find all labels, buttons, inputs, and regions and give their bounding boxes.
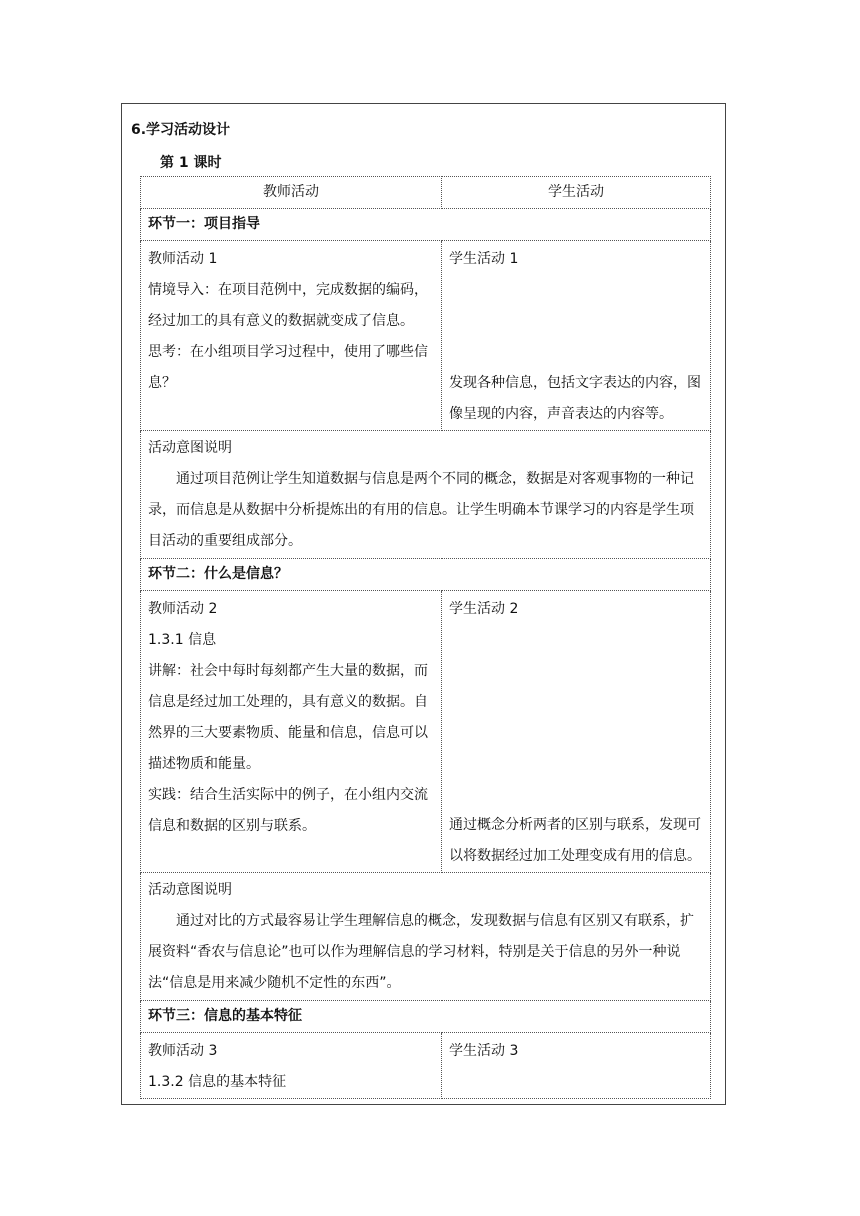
student-activity-cell	[442, 591, 711, 873]
intent-text: 通过对比的方式最容易让学生理解信息的概念，发现数据与信息有区别又有联系，扩展资料“香农与信息论”也可以作为理解信息的学习材料，特别是关于信息的另外一种说法“信息是用来减少随机不定性的东西”。	[148, 913, 694, 991]
section-heading: 6.学习活动设计	[131, 122, 231, 138]
intent-cell	[141, 431, 711, 559]
intent-label: 活动意图说明	[148, 882, 232, 898]
teacher-activity-text: 1.3.2 信息的基本特征	[148, 1074, 287, 1090]
teacher-activity-text: 讲解：社会中每时每刻都产生大量的数据，而信息是经过加工处理的，具有意义的数据。自然界的三大要素物质、能量和信息，信息可以描述物质和能量。	[148, 663, 428, 772]
student-activity-text: 发现各种信息，包括文字表达的内容，图像呈现的内容，声音表达的内容等。	[449, 375, 701, 422]
teacher-activity-text: 1.3.1 信息	[148, 632, 217, 648]
student-activity-cell	[442, 1033, 711, 1099]
activity-row	[141, 591, 711, 873]
student-activity-label: 学生活动 2	[449, 601, 519, 617]
student-activity-text: 通过概念分析两者的区别与联系，发现可以将数据经过加工处理变成有用的信息。	[449, 817, 701, 864]
teacher-activity-text: 情境导入：在项目范例中，完成数据的编码，经过加工的具有意义的数据就变成了信息。	[148, 282, 428, 329]
teacher-activity-cell	[141, 591, 442, 873]
teacher-activity-label: 教师活动 3	[148, 1043, 218, 1059]
activity-row	[141, 241, 711, 431]
teacher-activity-label: 教师活动 2	[148, 601, 218, 617]
intent-cell	[141, 873, 711, 1001]
section-title-row	[141, 559, 711, 591]
teacher-activity-text: 实践：结合生活实际中的例子，在小组内交流信息和数据的区别与联系。	[148, 787, 428, 834]
student-activity-cell	[442, 241, 711, 431]
intent-row	[141, 431, 711, 559]
student-activity-label: 学生活动 3	[449, 1043, 519, 1059]
section-title: 环节一：项目指导	[141, 209, 711, 241]
table-header-row	[141, 177, 711, 209]
lesson-title: 第 1 课时	[160, 155, 222, 171]
intent-row	[141, 873, 711, 1001]
section-title-row	[141, 1001, 711, 1033]
teacher-activity-label: 教师活动 1	[148, 251, 218, 267]
student-activity-label: 学生活动 1	[449, 251, 519, 267]
section-title: 环节二：什么是信息？	[141, 559, 711, 591]
column-header-teacher: 教师活动	[141, 177, 442, 209]
section-title-row	[141, 209, 711, 241]
teacher-activity-text: 思考：在小组项目学习过程中，使用了哪些信息？	[148, 344, 428, 391]
intent-text: 通过项目范例让学生知道数据与信息是两个不同的概念，数据是对客观事物的一种记录，而信息是从数据中分析提炼出的有用的信息。让学生明确本节课学习的内容是学生项目活动的重要组成部分。	[148, 471, 694, 549]
section-title: 环节三：信息的基本特征	[141, 1001, 711, 1033]
teacher-activity-cell	[141, 1033, 442, 1099]
activity-table	[140, 176, 711, 1099]
teacher-activity-cell	[141, 241, 442, 431]
column-header-student: 学生活动	[442, 177, 711, 209]
activity-row	[141, 1033, 711, 1099]
intent-label: 活动意图说明	[148, 440, 232, 456]
